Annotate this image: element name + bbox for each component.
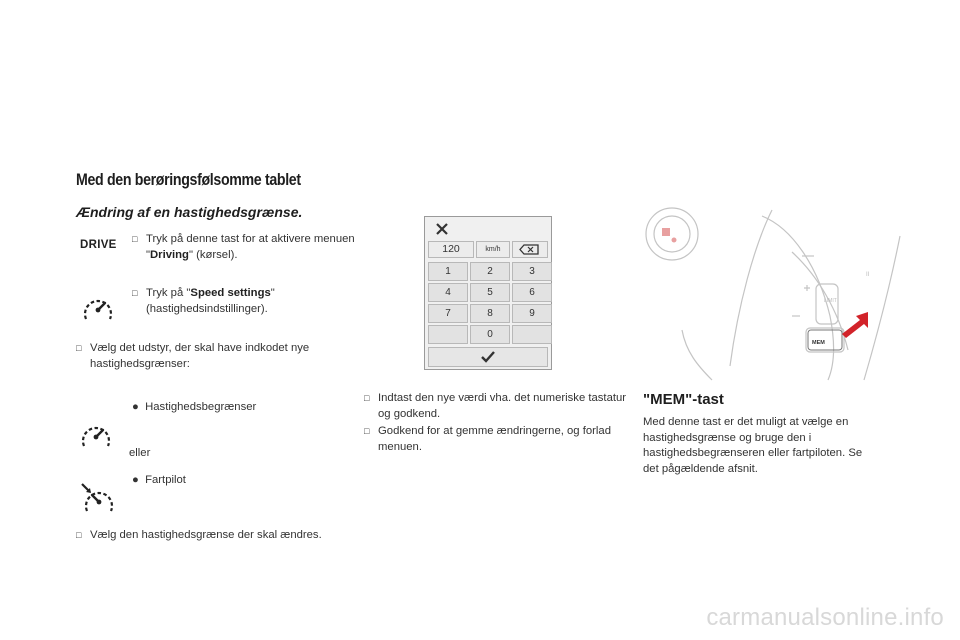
key-6[interactable]: 6 <box>512 283 552 302</box>
steering-wheel-illustration <box>642 206 908 382</box>
key-9[interactable]: 9 <box>512 304 552 323</box>
mem-key-title: "MEM"-tast <box>643 391 724 408</box>
speed-value-display: 120 <box>428 241 474 258</box>
unit-display: km/h <box>476 241 510 258</box>
section-title: Ændring af en hastighedsgrænse. <box>76 204 303 220</box>
square-bullet-icon: □ <box>132 234 138 244</box>
key-7[interactable]: 7 <box>428 304 468 323</box>
svg-text:LIMIT: LIMIT <box>824 298 837 304</box>
key-5[interactable]: 5 <box>470 283 510 302</box>
square-bullet-icon: □ <box>364 393 370 403</box>
step-select-limit: □ Vælg den hastighedsgrænse der skal ændres. <box>76 528 340 544</box>
confirm-key[interactable] <box>428 347 548 367</box>
blank-key <box>428 325 468 344</box>
blank-key <box>512 325 552 344</box>
square-bullet-icon: □ <box>132 288 138 298</box>
step-confirm: □ Godkend for at gemme ændringerne, og forlad menuen. <box>364 425 611 453</box>
key-8[interactable]: 8 <box>470 304 510 323</box>
page-title: Med den berøringsfølsomme tablet <box>76 171 301 189</box>
arrow-icon <box>842 312 868 338</box>
close-icon <box>428 220 456 238</box>
cruise-control-icon <box>80 483 118 515</box>
backspace-icon <box>513 242 547 257</box>
key-2[interactable]: 2 <box>470 262 510 281</box>
watermark: carmanualsonline.info <box>706 604 944 631</box>
drive-key-label: DRIVE <box>80 239 117 251</box>
step-drive: □ Tryk på denne tast for at aktivere menuen "Driving" (kørsel). <box>132 233 355 261</box>
mem-key-label: MEM <box>812 340 825 346</box>
check-icon <box>429 348 547 366</box>
option-speed-limiter: ● Hastighedsbegrænser <box>132 401 257 413</box>
key-4[interactable]: 4 <box>428 283 468 302</box>
step-select-equipment: □ Vælg det udstyr, der skal have indkodet nye hastighedsgrænser: <box>76 342 310 370</box>
speed-limiter-icon <box>78 420 114 450</box>
step-speed-settings: □ Tryk på "Speed settings" (hastighedsindstillinger). <box>132 287 275 315</box>
numeric-keypad <box>424 216 552 370</box>
square-bullet-icon: □ <box>76 530 82 540</box>
option-cruise-control: ● Fartpilot <box>132 474 186 486</box>
key-0[interactable]: 0 <box>470 325 510 344</box>
close-key[interactable] <box>428 220 456 238</box>
svg-text:II: II <box>866 272 870 278</box>
mem-key-description: Med denne tast er det muligt at vælge en hastighedsgrænse og bruge den i hastighedsbegrænseren eller fartpiloten. Se det pågældende afsnit. <box>643 416 863 475</box>
step-enter-value: □ Indtast den nye værdi vha. det numeriske tastatur og godkend. <box>364 392 627 420</box>
square-bullet-icon: □ <box>76 343 82 353</box>
key-1[interactable]: 1 <box>428 262 468 281</box>
key-3[interactable]: 3 <box>512 262 552 281</box>
backspace-key[interactable] <box>512 241 548 258</box>
or-text: eller <box>129 447 151 459</box>
speedometer-icon <box>80 293 116 323</box>
square-bullet-icon: □ <box>364 426 370 436</box>
